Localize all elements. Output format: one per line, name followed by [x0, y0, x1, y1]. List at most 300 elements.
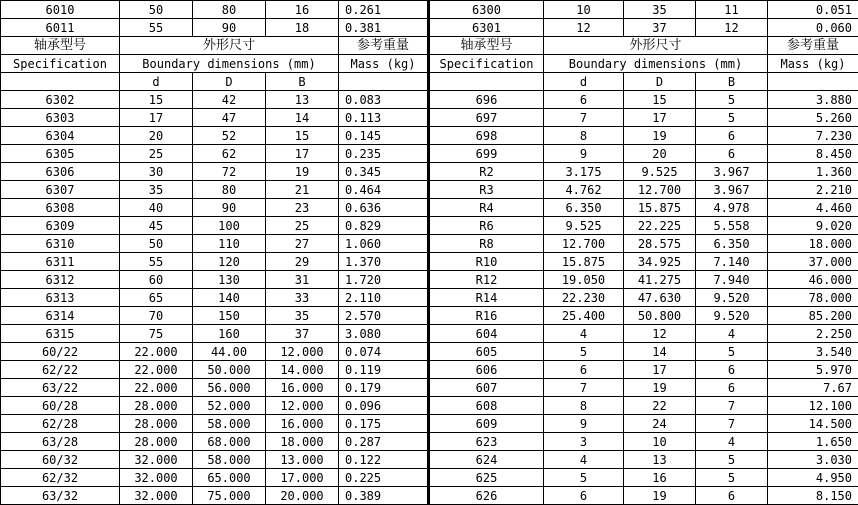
cell-B: 20.000 — [266, 487, 339, 505]
cell-D-right: 19 — [624, 379, 696, 397]
cell-spec-right: R16 — [429, 307, 544, 325]
mass-header-cn-right: 参考重量 — [768, 37, 858, 55]
cell-spec-right: 699 — [429, 145, 544, 163]
cell-d-right: 4 — [544, 325, 624, 343]
cell-d: 22.000 — [120, 361, 193, 379]
cell-D: 90 — [193, 199, 266, 217]
cell-mass-right: 37.000 — [768, 253, 858, 271]
cell-mass-right: 18.000 — [768, 235, 858, 253]
cell-d-right: 9 — [544, 415, 624, 433]
table-row — [1, 487, 858, 505]
cell-D-right: 19 — [624, 487, 696, 505]
table-row — [1, 307, 858, 325]
cell-mass-right: 8.450 — [768, 145, 858, 163]
cell-spec-right: 623 — [429, 433, 544, 451]
cell-B-right: 6 — [696, 361, 768, 379]
cell-d-right: 9.525 — [544, 217, 624, 235]
cell-D: 58.000 — [193, 415, 266, 433]
cell-d: 28.000 — [120, 415, 193, 433]
cell-D: 80 — [193, 181, 266, 199]
cell-D-right: 35 — [624, 1, 696, 19]
cell-spec: 6010 — [1, 1, 120, 19]
cell-B: 13.000 — [266, 451, 339, 469]
cell-mass: 0.145 — [339, 127, 429, 145]
cell-d: 65 — [120, 289, 193, 307]
table-row — [1, 127, 858, 145]
mass-header-blank — [339, 73, 429, 91]
table-row — [1, 217, 858, 235]
cell-spec-right: 607 — [429, 379, 544, 397]
cell-d-right: 9 — [544, 145, 624, 163]
cell-D-right: 12 — [624, 325, 696, 343]
cell-spec-right: 697 — [429, 109, 544, 127]
cell-spec: 6311 — [1, 253, 120, 271]
cell-B-right: 6 — [696, 145, 768, 163]
cell-d-right: 3 — [544, 433, 624, 451]
cell-mass-right: 7.67 — [768, 379, 858, 397]
table-row — [1, 253, 858, 271]
cell-d: 22.000 — [120, 379, 193, 397]
cell-mass: 0.175 — [339, 415, 429, 433]
cell-d: 55 — [120, 19, 193, 37]
cell-B: 12.000 — [266, 343, 339, 361]
spec-header-cn: 轴承型号 — [1, 37, 120, 55]
cell-D-right: 12.700 — [624, 181, 696, 199]
cell-spec: 6315 — [1, 325, 120, 343]
dims-header-en-right: Boundary dimensions (mm) — [544, 55, 768, 73]
cell-spec-right: 624 — [429, 451, 544, 469]
cell-spec: 63/32 — [1, 487, 120, 505]
cell-B-right: 5 — [696, 343, 768, 361]
cell-B-right: 4 — [696, 325, 768, 343]
cell-D: 42 — [193, 91, 266, 109]
cell-B-right: 5 — [696, 91, 768, 109]
mass-header-en-right: Mass (kg) — [768, 55, 858, 73]
cell-spec: 60/32 — [1, 451, 120, 469]
cell-d: 28.000 — [120, 397, 193, 415]
cell-spec-right: 604 — [429, 325, 544, 343]
cell-mass: 3.080 — [339, 325, 429, 343]
cell-d: 30 — [120, 163, 193, 181]
col-B-header-right: B — [696, 73, 768, 91]
cell-spec-right: R2 — [429, 163, 544, 181]
cell-B: 37 — [266, 325, 339, 343]
cell-B: 19 — [266, 163, 339, 181]
cell-D: 75.000 — [193, 487, 266, 505]
cell-D-right: 20 — [624, 145, 696, 163]
dims-header-en: Boundary dimensions (mm) — [120, 55, 339, 73]
cell-d: 20 — [120, 127, 193, 145]
spec-header-blank-right — [429, 73, 544, 91]
cell-spec: 63/28 — [1, 433, 120, 451]
cell-B-right: 7.940 — [696, 271, 768, 289]
cell-B-right: 6.350 — [696, 235, 768, 253]
cell-spec: 6313 — [1, 289, 120, 307]
cell-D-right: 15.875 — [624, 199, 696, 217]
cell-D: 90 — [193, 19, 266, 37]
cell-d-right: 5 — [544, 469, 624, 487]
table-row — [1, 415, 858, 433]
cell-B-right: 5 — [696, 469, 768, 487]
cell-D: 56.000 — [193, 379, 266, 397]
cell-D: 52.000 — [193, 397, 266, 415]
cell-spec-right: 608 — [429, 397, 544, 415]
cell-d-right: 6 — [544, 487, 624, 505]
cell-mass-right: 46.000 — [768, 271, 858, 289]
col-D-header-right: D — [624, 73, 696, 91]
cell-mass: 0.636 — [339, 199, 429, 217]
table-row — [1, 181, 858, 199]
cell-mass: 2.110 — [339, 289, 429, 307]
cell-D: 130 — [193, 271, 266, 289]
cell-spec: 6011 — [1, 19, 120, 37]
cell-spec-right: 609 — [429, 415, 544, 433]
cell-spec-right: 625 — [429, 469, 544, 487]
cell-spec-right: R10 — [429, 253, 544, 271]
cell-mass: 0.083 — [339, 91, 429, 109]
cell-B: 23 — [266, 199, 339, 217]
table-row — [1, 379, 858, 397]
cell-mass-right: 2.210 — [768, 181, 858, 199]
table-row — [1, 145, 858, 163]
table-row — [1, 289, 858, 307]
cell-d: 45 — [120, 217, 193, 235]
cell-spec: 6304 — [1, 127, 120, 145]
table-row — [1, 397, 858, 415]
cell-spec: 6305 — [1, 145, 120, 163]
cell-B: 27 — [266, 235, 339, 253]
cell-d-right: 22.230 — [544, 289, 624, 307]
cell-B-right: 5 — [696, 109, 768, 127]
cell-D: 72 — [193, 163, 266, 181]
cell-spec-right: 698 — [429, 127, 544, 145]
cell-B: 31 — [266, 271, 339, 289]
cell-d: 35 — [120, 181, 193, 199]
cell-spec: 63/22 — [1, 379, 120, 397]
cell-mass-right: 12.100 — [768, 397, 858, 415]
cell-mass-right: 2.250 — [768, 325, 858, 343]
cell-D: 110 — [193, 235, 266, 253]
cell-B: 29 — [266, 253, 339, 271]
cell-D-right: 17 — [624, 109, 696, 127]
cell-B: 14 — [266, 109, 339, 127]
cell-mass: 0.096 — [339, 397, 429, 415]
cell-B: 17 — [266, 145, 339, 163]
cell-D: 62 — [193, 145, 266, 163]
cell-D-right: 37 — [624, 19, 696, 37]
cell-B: 17.000 — [266, 469, 339, 487]
cell-d: 70 — [120, 307, 193, 325]
spec-header-en-right: Specification — [429, 55, 544, 73]
cell-mass: 0.235 — [339, 145, 429, 163]
cell-d-right: 15.875 — [544, 253, 624, 271]
cell-d: 75 — [120, 325, 193, 343]
cell-D: 120 — [193, 253, 266, 271]
cell-D-right: 14 — [624, 343, 696, 361]
table-row — [1, 235, 858, 253]
cell-D-right: 22.225 — [624, 217, 696, 235]
cell-D: 80 — [193, 1, 266, 19]
cell-mass-right: 5.970 — [768, 361, 858, 379]
cell-spec: 6308 — [1, 199, 120, 217]
cell-B: 14.000 — [266, 361, 339, 379]
cell-spec: 60/28 — [1, 397, 120, 415]
cell-mass: 0.113 — [339, 109, 429, 127]
cell-mass: 0.389 — [339, 487, 429, 505]
cell-d-right: 6 — [544, 91, 624, 109]
cell-d-right: 8 — [544, 127, 624, 145]
cell-B-right: 6 — [696, 127, 768, 145]
cell-B: 25 — [266, 217, 339, 235]
cell-d-right: 25.400 — [544, 307, 624, 325]
cell-D-right: 34.925 — [624, 253, 696, 271]
cell-spec-right: R14 — [429, 289, 544, 307]
spec-header-en: Specification — [1, 55, 120, 73]
cell-d: 55 — [120, 253, 193, 271]
cell-spec-right: 6301 — [429, 19, 544, 37]
cell-spec: 6307 — [1, 181, 120, 199]
cell-mass: 0.179 — [339, 379, 429, 397]
cell-d-right: 5 — [544, 343, 624, 361]
cell-mass-right: 7.230 — [768, 127, 858, 145]
dims-header-cn: 外形尺寸 — [120, 37, 339, 55]
table-row — [1, 361, 858, 379]
table-row — [1, 1, 858, 19]
cell-D: 52 — [193, 127, 266, 145]
cell-B-right: 4 — [696, 433, 768, 451]
cell-B-right: 5.558 — [696, 217, 768, 235]
cell-mass-right: 1.650 — [768, 433, 858, 451]
cell-B-right: 6 — [696, 487, 768, 505]
cell-spec: 62/22 — [1, 361, 120, 379]
cell-mass: 2.570 — [339, 307, 429, 325]
cell-spec: 62/32 — [1, 469, 120, 487]
cell-D-right: 28.575 — [624, 235, 696, 253]
cell-d: 32.000 — [120, 451, 193, 469]
cell-d: 17 — [120, 109, 193, 127]
cell-B-right: 5 — [696, 451, 768, 469]
table-row — [1, 271, 858, 289]
cell-mass: 0.074 — [339, 343, 429, 361]
cell-d: 25 — [120, 145, 193, 163]
cell-d: 40 — [120, 199, 193, 217]
col-d-header: d — [120, 73, 193, 91]
cell-spec: 60/22 — [1, 343, 120, 361]
cell-d: 60 — [120, 271, 193, 289]
cell-D-right: 10 — [624, 433, 696, 451]
cell-d-right: 7 — [544, 379, 624, 397]
cell-B: 35 — [266, 307, 339, 325]
spec-header-cn-right: 轴承型号 — [429, 37, 544, 55]
cell-d: 50 — [120, 1, 193, 19]
cell-mass: 0.287 — [339, 433, 429, 451]
mass-header-blank-right — [768, 73, 858, 91]
cell-D-right: 47.630 — [624, 289, 696, 307]
cell-mass: 1.720 — [339, 271, 429, 289]
cell-d: 50 — [120, 235, 193, 253]
cell-B-right: 9.520 — [696, 307, 768, 325]
cell-mass: 0.119 — [339, 361, 429, 379]
cell-d-right: 19.050 — [544, 271, 624, 289]
cell-mass: 0.829 — [339, 217, 429, 235]
table-row — [1, 451, 858, 469]
cell-B-right: 3.967 — [696, 163, 768, 181]
table-header — [1, 37, 858, 91]
cell-d-right: 7 — [544, 109, 624, 127]
cell-D: 65.000 — [193, 469, 266, 487]
cell-spec-right: R3 — [429, 181, 544, 199]
table-row — [1, 433, 858, 451]
cell-D: 68.000 — [193, 433, 266, 451]
cell-mass-right: 5.260 — [768, 109, 858, 127]
cell-spec: 6310 — [1, 235, 120, 253]
col-D-header: D — [193, 73, 266, 91]
cell-mass-right: 4.460 — [768, 199, 858, 217]
cell-B-right: 7 — [696, 397, 768, 415]
cell-B-right: 7 — [696, 415, 768, 433]
cell-mass: 0.225 — [339, 469, 429, 487]
cell-spec: 6303 — [1, 109, 120, 127]
cell-mass-right: 0.051 — [768, 1, 858, 19]
cell-d: 28.000 — [120, 433, 193, 451]
cell-d-right: 6.350 — [544, 199, 624, 217]
cell-mass-right: 8.150 — [768, 487, 858, 505]
cell-spec: 6312 — [1, 271, 120, 289]
cell-B: 12.000 — [266, 397, 339, 415]
cell-mass: 0.122 — [339, 451, 429, 469]
cell-mass-right: 3.540 — [768, 343, 858, 361]
cell-D-right: 16 — [624, 469, 696, 487]
cell-D-right: 13 — [624, 451, 696, 469]
dims-header-cn-right: 外形尺寸 — [544, 37, 768, 55]
cell-D: 100 — [193, 217, 266, 235]
cell-mass-right: 9.020 — [768, 217, 858, 235]
cell-B: 16.000 — [266, 379, 339, 397]
cell-B: 21 — [266, 181, 339, 199]
spec-header-blank — [1, 73, 120, 91]
cell-D: 47 — [193, 109, 266, 127]
cell-spec-right: 606 — [429, 361, 544, 379]
table-row — [1, 199, 858, 217]
cell-spec: 6309 — [1, 217, 120, 235]
cell-D-right: 24 — [624, 415, 696, 433]
cell-mass-right: 1.360 — [768, 163, 858, 181]
cell-spec-right: 626 — [429, 487, 544, 505]
cell-spec: 6302 — [1, 91, 120, 109]
table-row — [1, 109, 858, 127]
cell-B: 16 — [266, 1, 339, 19]
cell-mass: 0.345 — [339, 163, 429, 181]
cell-B-right: 6 — [696, 379, 768, 397]
header-row-en — [1, 55, 858, 73]
cell-D-right: 17 — [624, 361, 696, 379]
cell-spec-right: R6 — [429, 217, 544, 235]
cell-mass: 0.464 — [339, 181, 429, 199]
cell-B: 18 — [266, 19, 339, 37]
cell-d-right: 4.762 — [544, 181, 624, 199]
header-row-dims — [1, 73, 858, 91]
cell-D-right: 9.525 — [624, 163, 696, 181]
cell-mass: 1.370 — [339, 253, 429, 271]
cell-D: 50.000 — [193, 361, 266, 379]
mass-header-cn: 参考重量 — [339, 37, 429, 55]
cell-spec-right: 6300 — [429, 1, 544, 19]
header-row-cn — [1, 37, 858, 55]
cell-D-right: 50.800 — [624, 307, 696, 325]
cell-mass-right: 85.200 — [768, 307, 858, 325]
table-row — [1, 91, 858, 109]
cell-d-right: 8 — [544, 397, 624, 415]
cell-mass-right: 4.950 — [768, 469, 858, 487]
cell-d: 15 — [120, 91, 193, 109]
cell-spec-right: 605 — [429, 343, 544, 361]
cell-mass: 0.381 — [339, 19, 429, 37]
cell-mass-right: 0.060 — [768, 19, 858, 37]
cell-B-right: 11 — [696, 1, 768, 19]
cell-D: 140 — [193, 289, 266, 307]
data-rows — [1, 91, 858, 505]
cell-mass-right: 78.000 — [768, 289, 858, 307]
cell-spec-right: 696 — [429, 91, 544, 109]
cell-spec-right: R8 — [429, 235, 544, 253]
top-rows — [1, 1, 858, 37]
mass-header-en: Mass (kg) — [339, 55, 429, 73]
cell-D-right: 22 — [624, 397, 696, 415]
cell-D-right: 19 — [624, 127, 696, 145]
cell-d-right: 12 — [544, 19, 624, 37]
cell-d: 22.000 — [120, 343, 193, 361]
cell-B: 13 — [266, 91, 339, 109]
cell-d: 32.000 — [120, 487, 193, 505]
cell-d-right: 10 — [544, 1, 624, 19]
cell-B-right: 4.978 — [696, 199, 768, 217]
cell-spec: 62/28 — [1, 415, 120, 433]
cell-mass-right: 3.030 — [768, 451, 858, 469]
cell-B-right: 12 — [696, 19, 768, 37]
col-d-header-right: d — [544, 73, 624, 91]
cell-D: 150 — [193, 307, 266, 325]
cell-d-right: 4 — [544, 451, 624, 469]
cell-B-right: 3.967 — [696, 181, 768, 199]
col-B-header: B — [266, 73, 339, 91]
table-row — [1, 469, 858, 487]
table-row — [1, 163, 858, 181]
cell-d-right: 6 — [544, 361, 624, 379]
table-row — [1, 325, 858, 343]
cell-mass-right: 14.500 — [768, 415, 858, 433]
cell-D: 58.000 — [193, 451, 266, 469]
cell-mass: 0.261 — [339, 1, 429, 19]
table-row — [1, 343, 858, 361]
cell-B: 15 — [266, 127, 339, 145]
cell-spec-right: R4 — [429, 199, 544, 217]
cell-mass-right: 3.880 — [768, 91, 858, 109]
cell-B: 16.000 — [266, 415, 339, 433]
cell-B-right: 9.520 — [696, 289, 768, 307]
cell-D-right: 15 — [624, 91, 696, 109]
cell-spec: 6306 — [1, 163, 120, 181]
cell-B-right: 7.140 — [696, 253, 768, 271]
cell-spec: 6314 — [1, 307, 120, 325]
cell-d-right: 12.700 — [544, 235, 624, 253]
cell-spec-right: R12 — [429, 271, 544, 289]
cell-B: 33 — [266, 289, 339, 307]
cell-D-right: 41.275 — [624, 271, 696, 289]
cell-D: 160 — [193, 325, 266, 343]
table-row — [1, 19, 858, 37]
cell-D: 44.00 — [193, 343, 266, 361]
cell-mass: 1.060 — [339, 235, 429, 253]
